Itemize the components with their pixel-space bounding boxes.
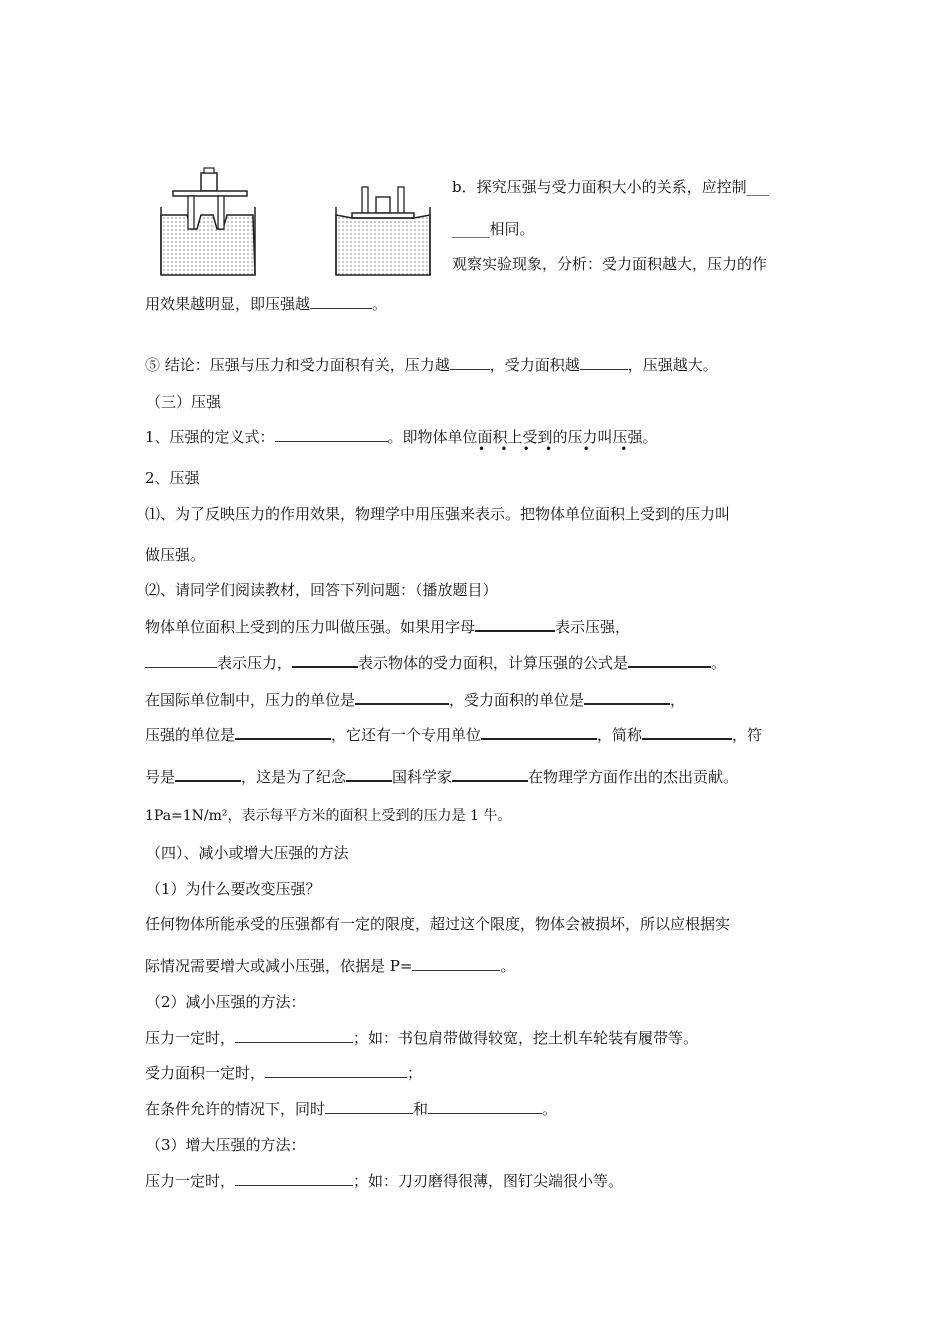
text-seg: ，它还有一个专用单位: [331, 726, 482, 744]
text-line-1-para: ⑴、为了反映压力的作用效果，物理学中用压强来表示。把物体单位面积上受到的压力叫: [145, 505, 731, 523]
blank-field[interactable]: [235, 1028, 353, 1043]
text-seg: 。即物体单位面积上受到的压力叫压强。: [387, 428, 658, 446]
text-line-basis: [145, 956, 515, 976]
blank-field[interactable]: [292, 652, 358, 668]
text-seg: ，这是为了纪念: [241, 768, 347, 786]
blank-field[interactable]: [628, 652, 711, 668]
text-line-pa-definition: 1Pa=1N/m²，表示每平方米的面积上受到的压力是 1 牛。: [145, 808, 512, 824]
emphasis-dots: • • • • • •: [478, 442, 628, 456]
text-seg: 压力一定时，: [145, 1029, 236, 1047]
text-seg: 表示物体的受力面积，计算压强的公式是: [358, 654, 629, 672]
text-seg: ；如：书包肩带做得较宽，挖土机车轮装有履带等。: [353, 1029, 699, 1047]
text-seg: 1、压强的定义式：: [145, 428, 275, 446]
text-line-formula: [145, 652, 726, 673]
text-line-2-para: ⑵、请同学们阅读教材，回答下列问题：（播放题目）: [145, 581, 498, 599]
blank-field[interactable]: [145, 653, 217, 668]
text-seg: 。: [500, 957, 516, 975]
text-seg: ；: [407, 1064, 423, 1082]
text-seg: 表示压强，: [555, 618, 631, 636]
blank-field[interactable]: [450, 355, 490, 370]
blank-field[interactable]: [235, 724, 331, 740]
section-heading-4: （四）、减小或增大压强的方法: [146, 844, 349, 862]
text-seg: 在物理学方面作出的杰出贡献。: [528, 768, 739, 786]
text-seg: 压强的单位是: [145, 726, 236, 744]
blank-field[interactable]: [346, 766, 392, 782]
blank-field[interactable]: [325, 1099, 413, 1114]
text-seg: 用效果越明显，即压强越: [145, 295, 311, 313]
text-seg: 在条件允许的情况下，同时: [145, 1100, 326, 1118]
text-line-observe: 观察实验现象，分析：受力面积越大，压力的作: [452, 255, 768, 273]
blank-field[interactable]: [475, 616, 555, 632]
blank-field[interactable]: [175, 766, 241, 782]
text-line-1-para-cont: 做压强。: [145, 546, 206, 564]
text-line-limit: 任何物体所能承受的压强都有一定的限度，超过这个限度，物体会被损坏，所以应根据实: [145, 915, 731, 933]
text-seg: 。: [711, 654, 727, 672]
text-line-why: （1）为什么要改变压强？: [146, 880, 321, 898]
text-seg: 际情况需要增大或减小压强，依据是 P=: [145, 957, 413, 975]
text-line-reduce-1: [145, 1028, 698, 1048]
blank-field[interactable]: [265, 1063, 407, 1078]
text-seg: ，符: [732, 726, 763, 744]
text-seg: 表示压力，: [217, 654, 293, 672]
text-seg: 和: [413, 1100, 429, 1118]
text-line-units: [145, 689, 685, 710]
blank-field[interactable]: [642, 724, 732, 740]
text-seg: 压力一定时，: [145, 1172, 236, 1190]
text-seg: ，简称: [597, 726, 643, 744]
text-line-2: 2、压强: [145, 469, 200, 487]
text-line-conclusion: [145, 355, 718, 375]
text-seg: ，: [670, 691, 686, 709]
blank-field[interactable]: [310, 294, 372, 309]
blank-field[interactable]: [452, 766, 528, 782]
blank-field[interactable]: [235, 1171, 353, 1186]
text-seg: 。: [542, 1100, 558, 1118]
text-seg: 物体单位面积上受到的压力叫做压强。如果用字母: [145, 618, 476, 636]
text-line-effect: [145, 294, 387, 314]
text-seg: 。: [372, 295, 388, 313]
blank-field[interactable]: [580, 355, 628, 370]
text-seg: ；如：刀刃磨得很薄，图钉尖端很小等。: [353, 1172, 624, 1190]
text-seg: ，压强越大。: [627, 356, 718, 374]
text-line-reduce-3: [145, 1099, 557, 1119]
blank-field[interactable]: [275, 427, 388, 442]
section-heading-3: （三）压强: [146, 393, 222, 411]
text-seg: 国科学家: [392, 768, 453, 786]
blank-field[interactable]: [481, 724, 597, 740]
text-line-increase-1: [145, 1171, 623, 1191]
text-seg: ，受力面积越: [489, 356, 580, 374]
blank-field[interactable]: [584, 689, 670, 705]
blank-field[interactable]: [428, 1099, 542, 1114]
experiment-figure-legs-down: [155, 165, 275, 280]
text-line-symbols: [145, 616, 630, 637]
blank-field[interactable]: [412, 956, 500, 971]
text-line-b-cont: _____相同。: [452, 220, 535, 238]
text-seg: ，受力面积的单位是: [449, 691, 585, 709]
text-line-reduce-2: [145, 1063, 422, 1083]
blank-field[interactable]: [355, 689, 449, 705]
text-seg: 号是: [145, 768, 176, 786]
text-line-b: b．探究压强与受力面积大小的关系，应控制___: [452, 178, 770, 196]
text-line-pressure-unit: [145, 724, 762, 745]
text-seg: 在国际单位制中，压力的单位是: [145, 691, 356, 709]
text-line-symbol-scientist: [145, 766, 738, 787]
text-seg: 受力面积一定时，: [145, 1064, 266, 1082]
experiment-figure-board-down: [330, 165, 440, 280]
text-seg: ⑤ 结论：压强与压力和受力面积有关，压力越: [145, 356, 450, 374]
text-line-increase-heading: （3）增大压强的方法：: [146, 1136, 306, 1154]
text-line-reduce-heading: （2）减小压强的方法：: [146, 993, 306, 1011]
